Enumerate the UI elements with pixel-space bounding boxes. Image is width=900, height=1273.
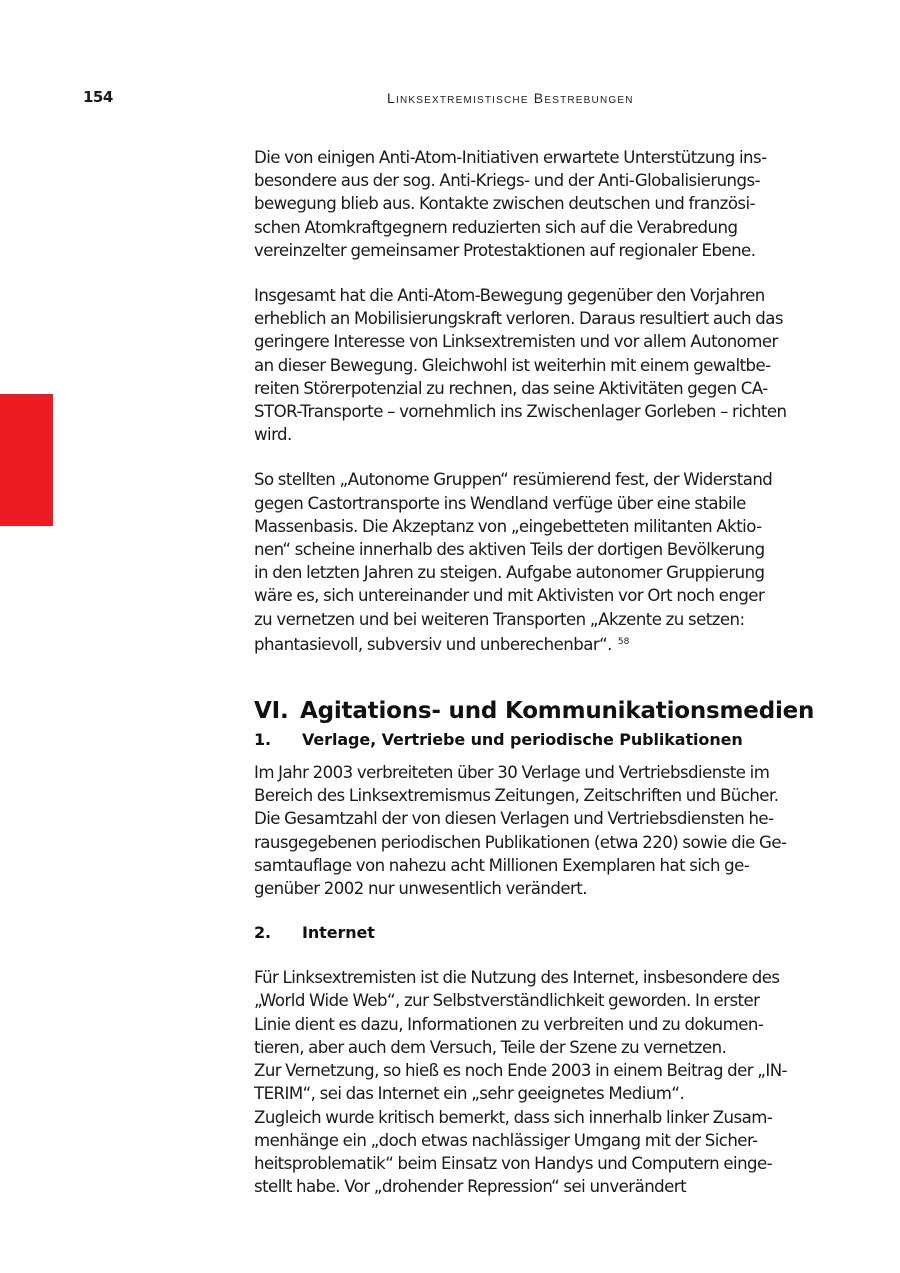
chapter-marker-tab — [0, 394, 53, 526]
text-line: STOR-Transporte – vornehmlich ins Zwischenlager Gorleben – richten — [254, 402, 787, 422]
text-line-with-footnote — [254, 631, 819, 656]
text-line: wäre es, sich untereinander und mit Aktivisten vor Ort noch enger — [254, 586, 765, 606]
text-line: So stellten „Autonome Gruppen“ resümierend fest, der Widerstand — [254, 470, 773, 490]
paragraph — [254, 146, 819, 262]
text-line: reiten Störerpotenzial zu rechnen, das seine Aktivitäten gegen CA- — [254, 378, 768, 398]
body-text — [254, 146, 819, 1198]
text-line: erheblich an Mobilisierungskraft verloren. Daraus resultiert auch das — [254, 309, 783, 329]
text-line: an dieser Bewegung. Gleichwohl ist weiterhin mit einem gewaltbe- — [254, 355, 771, 375]
text-line: geringere Interesse von Linksextremisten und vor allem Autonomer — [254, 332, 778, 352]
section-title: Verlage, Vertriebe und periodische Publikationen — [302, 730, 743, 750]
section-title: Internet — [302, 923, 375, 943]
paragraph — [254, 966, 819, 1198]
text-line: Zur Vernetzung, so hieß es noch Ende 2003 in einem Beitrag der „IN- — [254, 1061, 787, 1081]
text-line: wird. — [254, 425, 292, 445]
text-line: phantasievoll, subversiv und unberechenbar“. — [254, 634, 612, 654]
text-line: zu vernetzen und bei weiteren Transporten „Akzente zu setzen: — [254, 609, 745, 629]
text-line: schen Atomkraftgegnern reduzierten sich auf die Verabredung — [254, 217, 738, 237]
text-line: Massenbasis. Die Akzeptanz von „eingebetteten militanten Aktio- — [254, 516, 762, 536]
text-line: Bereich des Linksextremismus Zeitungen, Zeitschriften und Bücher. — [254, 786, 779, 806]
text-line: menhänge ein „doch etwas nachlässiger Umgang mit der Sicher- — [254, 1130, 758, 1150]
section-heading — [254, 730, 819, 749]
text-line: nen“ scheine innerhalb des aktiven Teils der dortigen Bevölkerung — [254, 540, 765, 560]
paragraph — [254, 468, 819, 656]
text-line: gegen Castortransporte ins Wendland verfüge über eine stabile — [254, 493, 746, 513]
text-line: bewegung blieb aus. Kontakte zwischen deutschen und französi- — [254, 194, 756, 214]
text-line: Die Gesamtzahl der von diesen Verlagen und Vertriebsdiensten he- — [254, 809, 774, 829]
text-line: Im Jahr 2003 verbreiteten über 30 Verlage und Vertriebsdienste im — [254, 763, 770, 783]
text-line: samtauflage von nahezu acht Millionen Exemplaren hat sich ge- — [254, 855, 750, 875]
text-line: TERIM“, sei das Internet ein „sehr geeignetes Medium“. — [254, 1084, 685, 1104]
running-header: Linksextremistische Bestrebungen — [387, 90, 634, 106]
text-line: tieren, aber auch dem Versuch, Teile der Szene zu vernetzen. — [254, 1037, 727, 1057]
section-heading — [254, 923, 819, 942]
chapter-number: VI. — [254, 698, 289, 725]
footnote-reference[interactable]: 58 — [617, 636, 630, 647]
page-number: 154 — [83, 88, 113, 106]
text-line: Die von einigen Anti-Atom-Initiativen erwartete Unterstützung ins- — [254, 148, 767, 167]
paragraph — [254, 284, 819, 446]
text-line: genüber 2002 nur unwesentlich verändert. — [254, 879, 587, 899]
section-number: 2. — [254, 923, 272, 943]
text-line: rausgegebenen periodischen Publikationen (etwa 220) sowie die Ge- — [254, 832, 787, 852]
chapter-title: Agitations- und Kommunikationsmedien — [300, 698, 815, 725]
text-line: besondere aus der sog. Anti-Kriegs- und der Anti-Globalisierungs- — [254, 171, 761, 191]
text-line: Zugleich wurde kritisch bemerkt, dass sich innerhalb linker Zusam- — [254, 1107, 773, 1127]
section-number: 1. — [254, 730, 272, 750]
text-line: stellt habe. Vor „drohender Repression“ sei unverändert — [254, 1177, 687, 1197]
text-line: in den letzten Jahren zu steigen. Aufgabe autonomer Gruppierung — [254, 563, 765, 583]
text-line: Linie dient es dazu, Informationen zu verbreiten und zu dokumen- — [254, 1014, 764, 1034]
text-line: Für Linksextremisten ist die Nutzung des Internet, insbesondere des — [254, 968, 780, 988]
paragraph — [254, 761, 819, 900]
text-line: „World Wide Web“, zur Selbstverständlichkeit geworden. In erster — [254, 991, 760, 1011]
text-line: vereinzelter gemeinsamer Protestaktionen auf regionaler Ebene. — [254, 240, 756, 260]
chapter-heading — [254, 698, 819, 724]
text-line: Insgesamt hat die Anti-Atom-Bewegung gegenüber den Vorjahren — [254, 286, 765, 306]
text-line: heitsproblematik“ beim Einsatz von Handys und Computern einge- — [254, 1153, 773, 1173]
